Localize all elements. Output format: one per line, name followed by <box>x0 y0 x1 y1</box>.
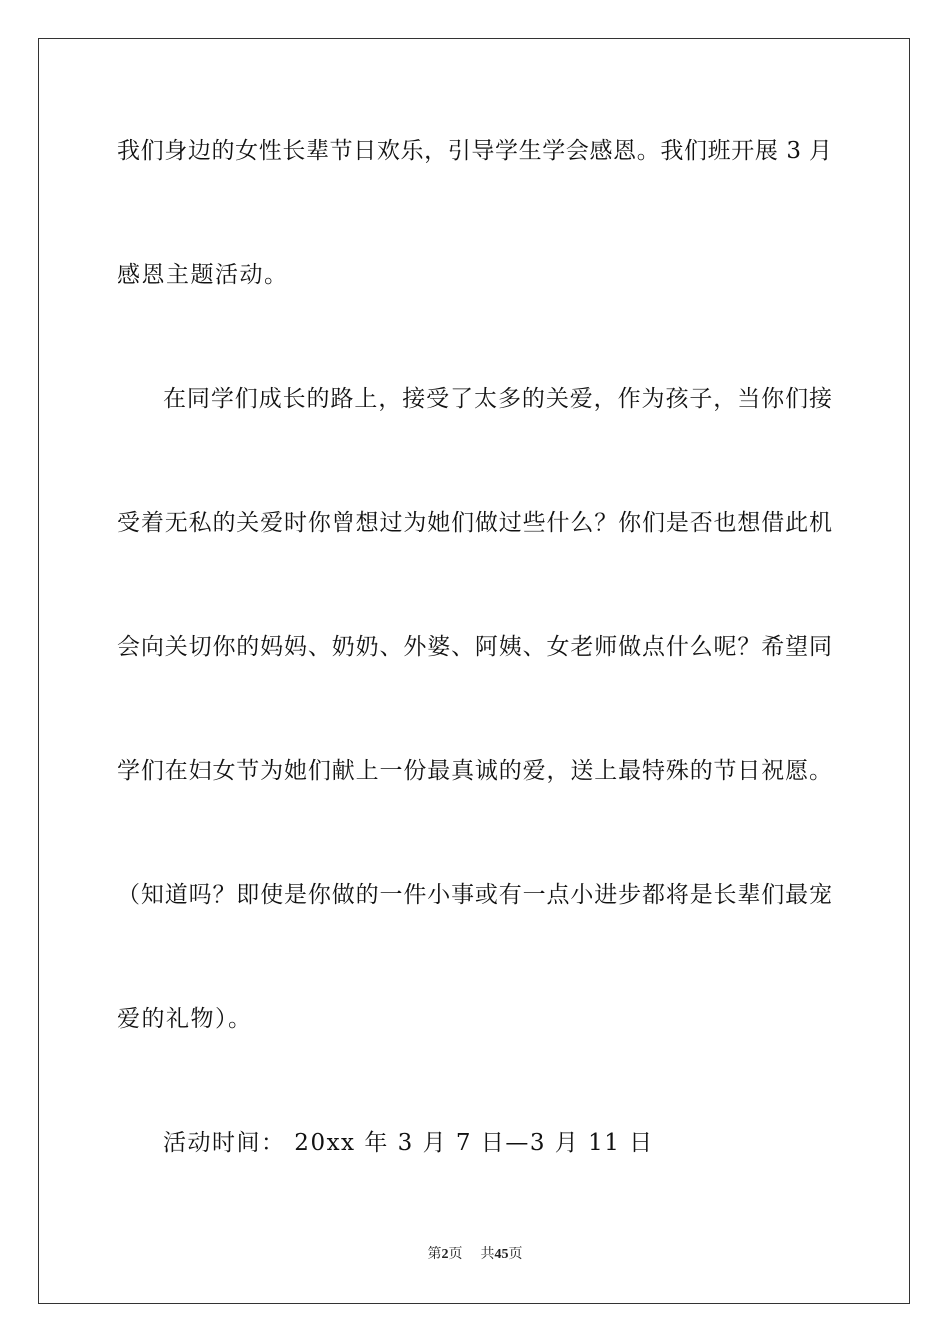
page-border <box>38 38 910 1304</box>
page-total: 45 <box>494 1247 509 1262</box>
body-line-2: 感恩主题活动。 <box>117 262 289 288</box>
page-suffix: 页 <box>448 1246 463 1262</box>
body-line-6: 学们在妇女节为她们献上一份最真诚的爱，送上最特殊的节日祝愿。 <box>117 758 832 784</box>
body-line-7: （知道吗？即使是你做的一件小事或有一点小进步都将是长辈们最宠 <box>117 882 832 908</box>
total-suffix: 页 <box>508 1246 523 1262</box>
activity-time-line: 活动时间： 20xx 年 3 月 7 日—3 月 11 日 <box>163 1130 654 1156</box>
body-line-4: 受着无私的关爱时你曾想过为她们做过些什么？你们是否也想借此机 <box>117 510 832 536</box>
page-number: 2 <box>441 1247 449 1262</box>
body-line-5: 会向关切你的妈妈、奶奶、外婆、阿姨、女老师做点什么呢？希望同 <box>117 634 832 660</box>
body-line-8: 爱的礼物）。 <box>117 1006 253 1032</box>
page-prefix: 第 <box>427 1246 442 1262</box>
body-line-1: 我们身边的女性长辈节日欢乐，引导学生学会感恩。我们班开展 3 月 <box>117 138 832 164</box>
total-prefix: 共 <box>480 1246 495 1262</box>
page-footer <box>0 1245 950 1264</box>
body-line-3: 在同学们成长的路上，接受了太多的关爱，作为孩子，当你们接 <box>163 386 832 412</box>
